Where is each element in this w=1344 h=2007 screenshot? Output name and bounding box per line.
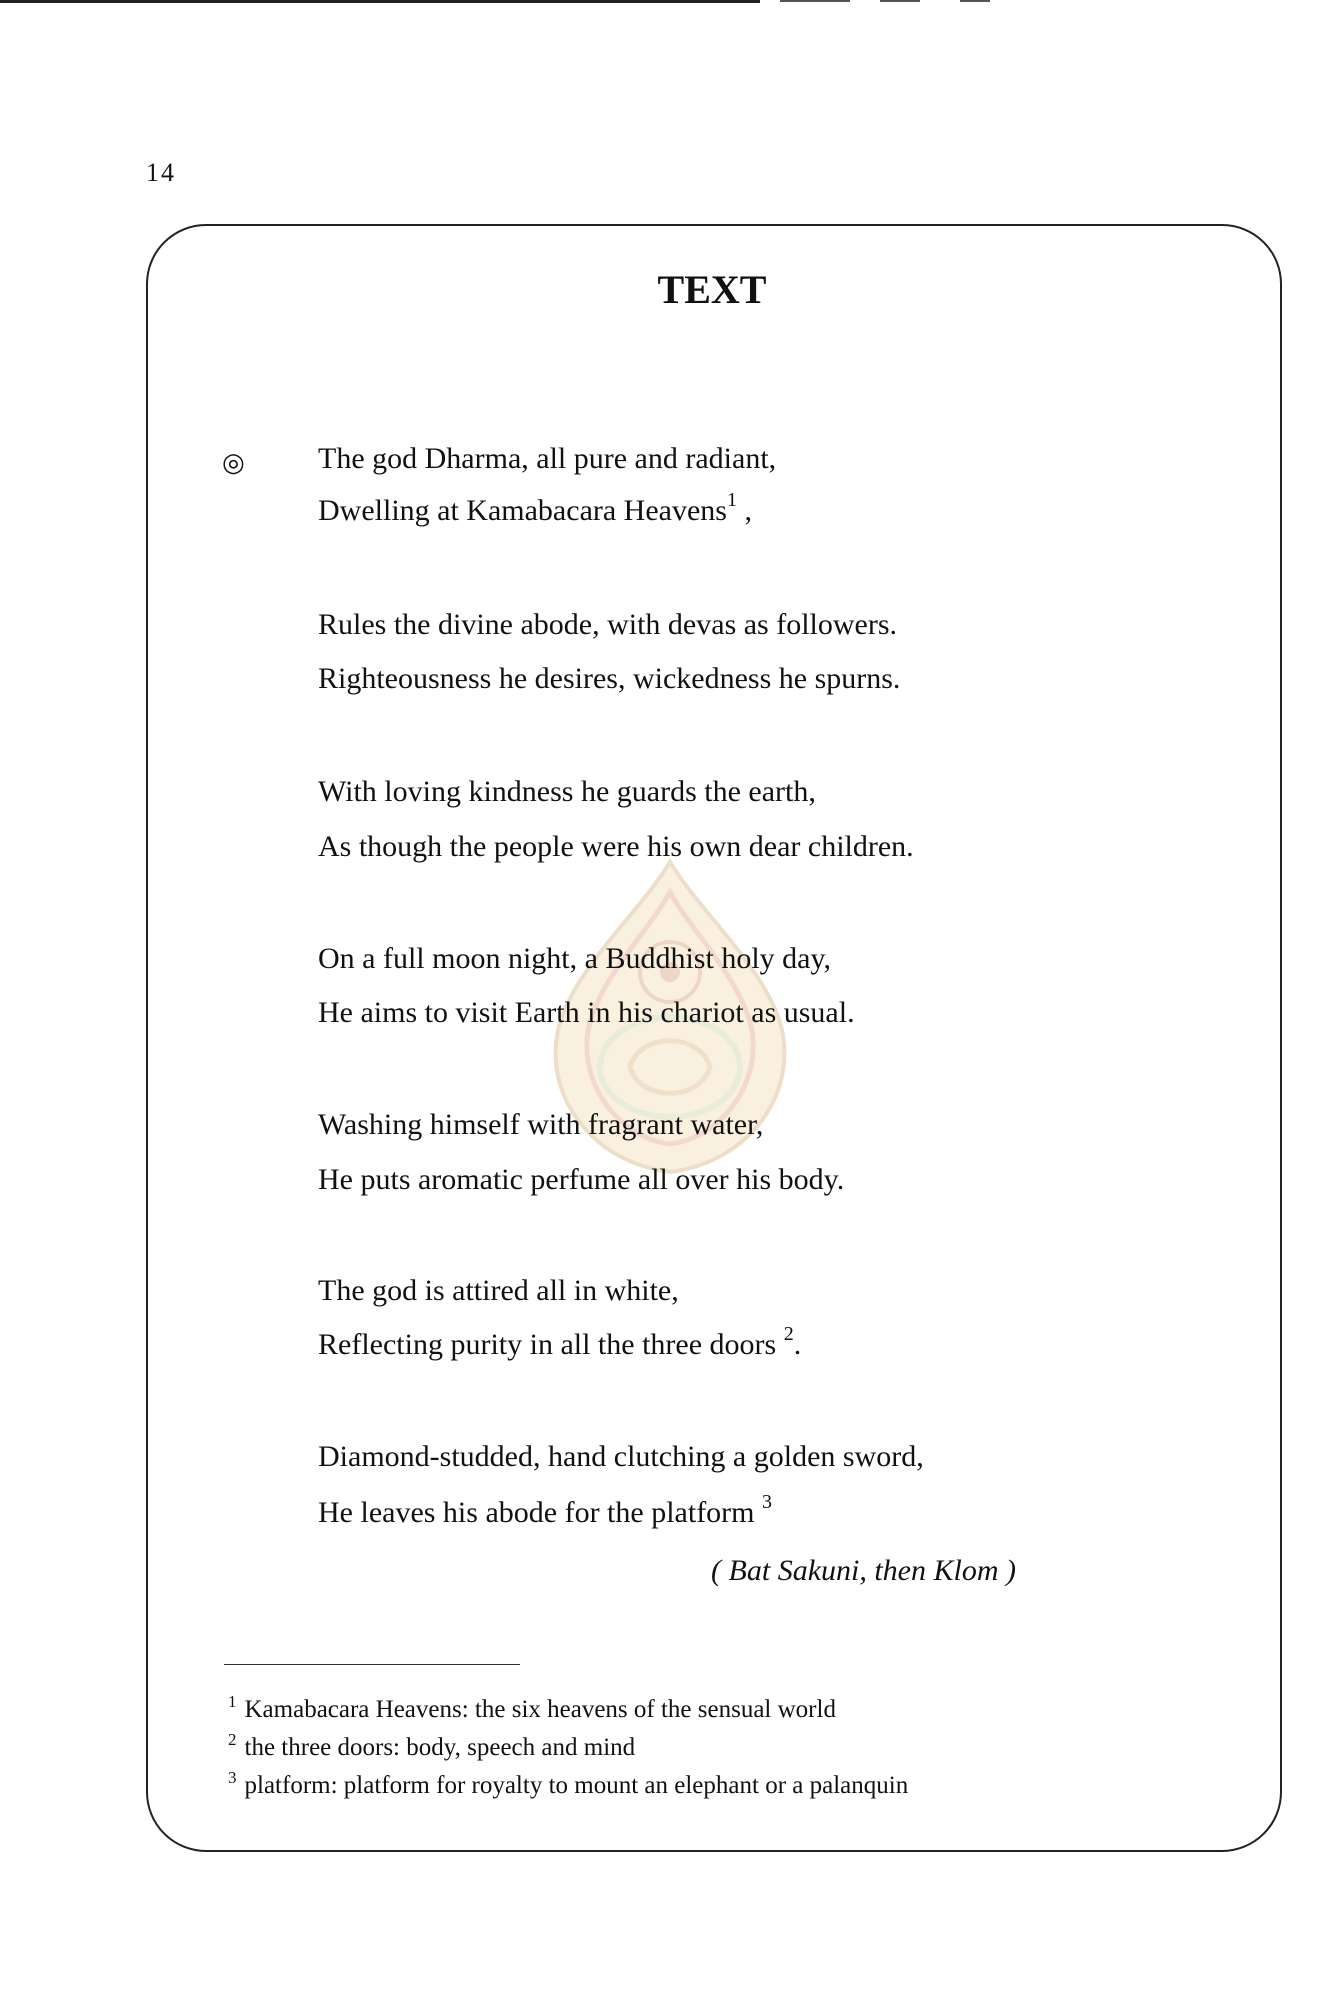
verse-line: He leaves his abode for the platform $^3$: [318, 1491, 773, 1529]
verse-line: As though the people were his own dear children.: [318, 830, 914, 863]
verse-line: Washing himself with fragrant water,: [318, 1108, 764, 1141]
verse-line: Righteousness he desires, wickedness he spurns.: [318, 662, 901, 695]
footnote-ref: 2: [783, 1323, 794, 1345]
footnote-ref: 3: [762, 1491, 773, 1513]
scan-edge-fragment: [960, 0, 990, 2]
verse-line: On a full moon night, a Buddhist holy day,: [318, 942, 832, 975]
scan-edge-fragment: [880, 0, 920, 2]
verse-line: He aims to visit Earth in his chariot as usual.: [318, 996, 855, 1029]
music-cue: ( Bat Sakuni, then Klom ): [711, 1554, 1016, 1587]
verse-line: Rules the divine abode, with devas as followers.: [318, 608, 898, 641]
verse-line: Diamond-studded, hand clutching a golden sword,: [318, 1440, 924, 1473]
scan-edge-fragment: [780, 0, 850, 2]
footnote-divider: [224, 1664, 520, 1665]
verse-line: Dwelling at Kamabacara Heavens$^1$ ,: [318, 489, 752, 527]
verse-line: He puts aromatic perfume all over his body.: [318, 1163, 845, 1196]
verse-bullet-icon: ◎: [222, 448, 245, 477]
verse-line: The god is attired all in white,: [318, 1274, 679, 1307]
page-number: 14: [146, 158, 176, 187]
verse-line: With loving kindness he guards the earth,: [318, 775, 816, 808]
footnote-ref: 1: [726, 489, 737, 511]
footnote: $^3$ platform: platform for royalty to mount an elephant or a palanquin: [228, 1768, 909, 1799]
scan-edge-line: [0, 0, 760, 3]
page-title: TEXT: [657, 267, 767, 312]
verse-line: The god Dharma, all pure and radiant,: [318, 442, 777, 475]
verse-line: Reflecting purity in all the three doors $^2$.: [318, 1323, 802, 1361]
footnote: $^2$ the three doors: body, speech and mind: [228, 1730, 636, 1761]
footnote: $^1$ Kamabacara Heavens: the six heavens of the sensual world: [228, 1692, 836, 1723]
